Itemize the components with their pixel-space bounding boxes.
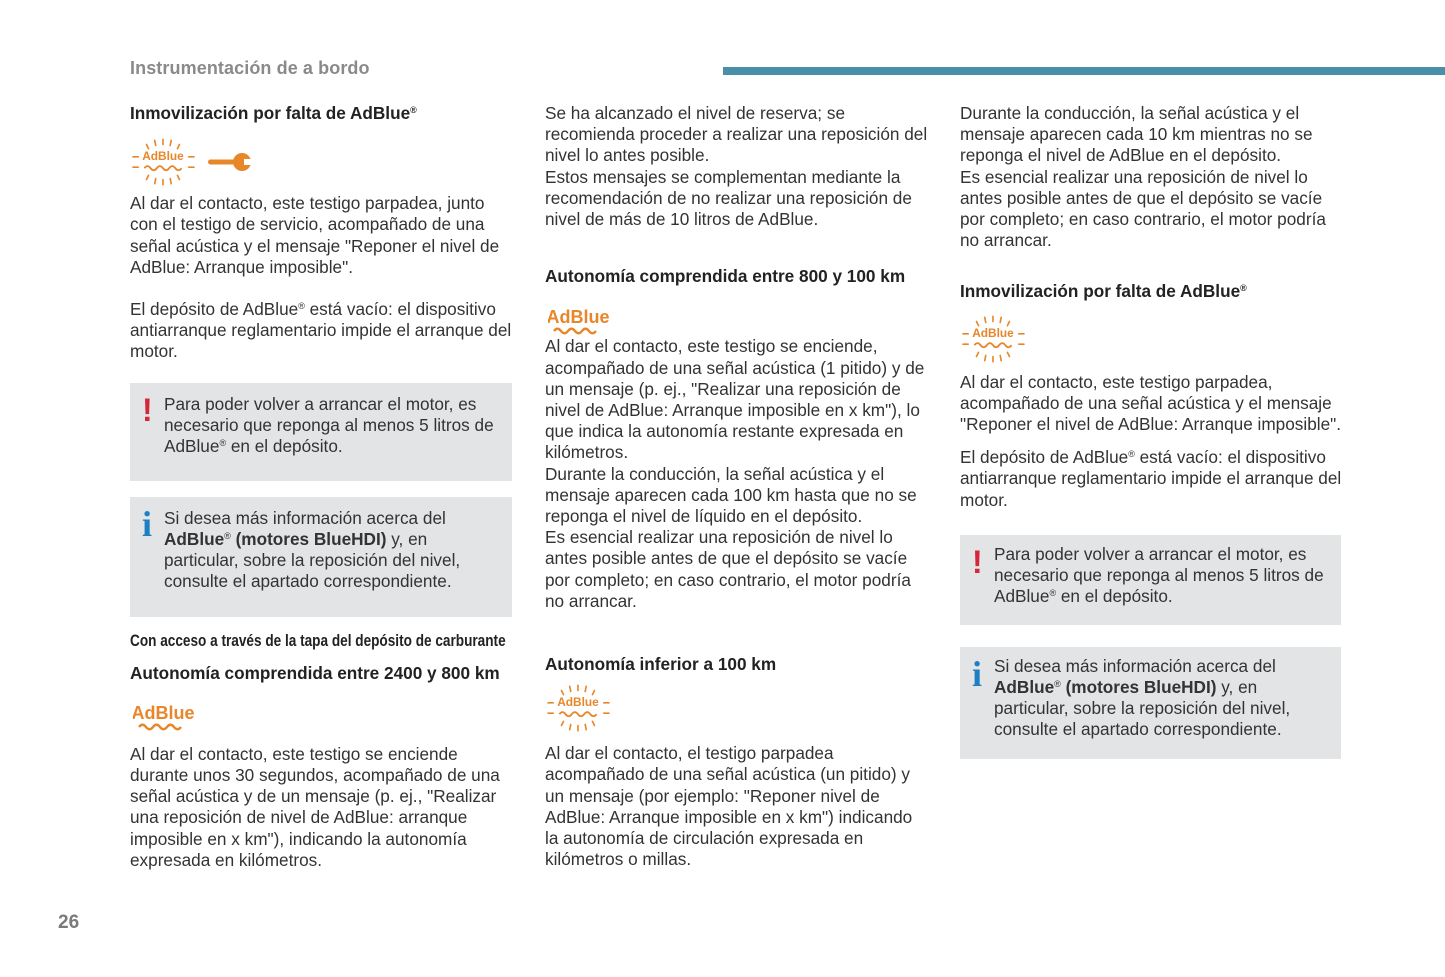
paragraph-refill-asap: Es esencial realizar una reposición de nivel lo antes posible antes de que el depósito se vacíe por completo; en caso contrario, el motor podría no arrancar.	[960, 166, 1326, 251]
adblue-blinking-icon	[132, 138, 196, 186]
paragraph-blink-description: Al dar el contacto, este testigo parpadea, junto con el testigo de servicio, acompañado de una señal acústica y el mensaje "Reponer el nivel de AdBlue: Arranque imposible".	[130, 193, 500, 277]
header-accent-bar	[723, 67, 1445, 75]
paragraph-every-100km: Durante la conducción, la señal acústica y el mensaje aparecen cada 100 km hasta que no se reponga el nivel de líquido en el depósito.	[545, 463, 917, 527]
paragraph-range-below-100: Al dar el contacto, el testigo parpadea acompañado de una señal acústica (un pitido) y un mensaje (por ejemplo: "Reponer nivel de AdBlue: Arranque imposible en x km") indicando la autonomía de circulación expresada en kilómetros o millas.	[545, 743, 913, 870]
warning-note-text: Para poder volver a arrancar el motor, es necesario que reponga al menos 5 litros de AdBlue® en el depósito.	[164, 393, 494, 457]
page-number: 26	[58, 912, 80, 933]
warning-exclamation-icon: !	[142, 391, 153, 428]
info-i-icon: i	[972, 653, 983, 694]
paragraph-tank-empty: El depósito de AdBlue® está vacío: el dispositivo antiarranque reglamentario impide el arranque del motor.	[130, 299, 512, 362]
heading-range-800-100: Autonomía comprendida entre 800 y 100 km	[545, 266, 906, 287]
adblue-steady-icon	[548, 304, 610, 336]
info-note-text: Si desea más información acerca del AdBlue® (motores BlueHDI) y, en particular, sobre la reposición del nivel, consulte el apartado correspondiente.	[164, 507, 461, 592]
warning-lights-row	[130, 136, 512, 196]
wrench-service-icon	[206, 150, 254, 174]
column-3	[960, 103, 1342, 759]
info-i-icon: i	[142, 503, 153, 544]
paragraph-range-2400-800: Al dar el contacto, este testigo se enciende durante unos 30 segundos, acompañado de una señal acústica y de un mensaje (p. ej., "Realizar una reposición de nivel de AdBlue: arranque imposible en x km"), indicando la autonomía expresada en kilómetros.	[130, 743, 500, 870]
heading-range-2400-800: Autonomía comprendida entre 2400 y 800 km	[130, 662, 500, 683]
paragraph-blink-description: Al dar el contacto, este testigo parpadea, acompañado de una señal acústica y el mensaje "Reponer el nivel de AdBlue: Arranque imposible".	[960, 371, 1342, 435]
paragraph-range-800-100: Al dar el contacto, este testigo se enciende, acompañado de una señal acústica (1 pitido) y de un mensaje (p. ej., "Realizar una reposición de nivel de AdBlue: Arranque imposible en x km"), lo que indica la autonomía restante expresada en kilómetros.	[545, 336, 925, 463]
heading-range-below-100: Autonomía inferior a 100 km	[545, 654, 777, 675]
paragraph-refill-asap: Es esencial realizar una reposición de nivel lo antes posible antes de que el depósito se vacíe por completo; en caso contrario, el motor podría no arrancar.	[545, 527, 911, 611]
info-note-box	[960, 647, 1341, 759]
paragraph-every-10km: Durante la conducción, la señal acústica y el mensaje aparecen cada 10 km mientras no se reponga el nivel de AdBlue en el depósito.	[960, 103, 1313, 166]
info-note-text: Si desea más información acerca del AdBlue® (motores BlueHDI) y, en particular, sobre la reposición del nivel, consulte el apartado correspondiente.	[994, 655, 1291, 740]
adblue-blinking-icon	[962, 315, 1026, 363]
heading-immobilisation: Inmovilización por falta de AdBlue®	[960, 281, 1247, 302]
section-title-fuel-flap: Con acceso a través de la tapa del depósito de carburante	[130, 630, 506, 650]
page-header-title: Instrumentación de a bordo	[130, 58, 370, 78]
warning-exclamation-icon: !	[972, 543, 983, 580]
adblue-steady-icon	[133, 700, 195, 732]
paragraph-refill-recommendation: Estos mensajes se complementan mediante la recomendación de no realizar una reposición de nivel de más de 10 litros de AdBlue.	[545, 166, 912, 230]
column-1	[130, 103, 512, 871]
adblue-blinking-icon	[547, 684, 611, 732]
heading-immobilisation: Inmovilización por falta de AdBlue®	[130, 103, 417, 123]
paragraph-tank-empty: El depósito de AdBlue® está vacío: el dispositivo antiarranque reglamentario impide el arranque del motor.	[960, 447, 1342, 510]
warning-note-box	[130, 383, 512, 481]
info-note-box	[130, 497, 512, 617]
paragraph-reserve-level: Se ha alcanzado el nivel de reserva; se recomienda proceder a realizar una reposición del nivel lo antes posible.	[545, 103, 928, 166]
warning-note-text: Para poder volver a arrancar el motor, es necesario que reponga al menos 5 litros de AdBlue® en el depósito.	[994, 543, 1324, 607]
warning-note-box	[960, 535, 1341, 625]
column-2	[545, 103, 930, 870]
